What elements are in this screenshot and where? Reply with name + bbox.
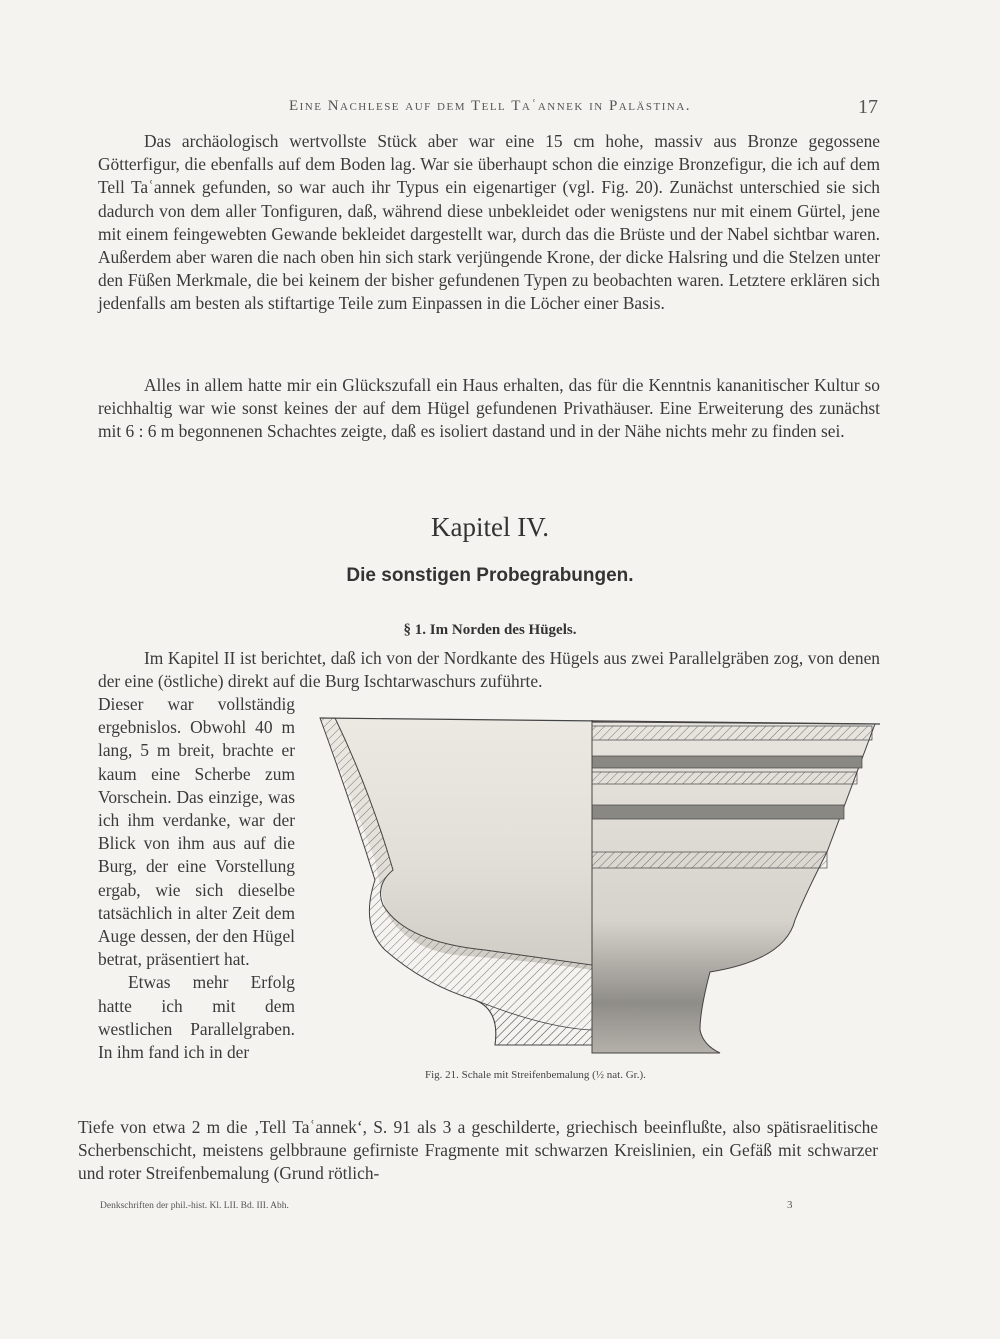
stripe-5	[592, 852, 827, 868]
paragraph-house-summary: Alles in allem hatte mir ein Glückszufall ein Haus erhalten, das für die Kenntnis kananitischer Kultur so reichhaltig war wie sonst keines der auf dem Hügel gefundenen Privathäuser. Eine Erweiterung des zunächst mit 6 : 6 m begonnenen Schachtes zeigte, daß es isoliert dastand und in der Nähe nichts mehr zu finden sei.	[98, 375, 880, 442]
bowl-illustration	[315, 710, 885, 1085]
page-number: 17	[858, 96, 878, 118]
section-heading: § 1. Im Norden des Hügels.	[403, 622, 577, 638]
bowl-interior-shading	[320, 718, 592, 970]
running-header: Eine Nachlese auf dem Tell Taʿannek in Palästina.	[288, 98, 692, 114]
chapter-subtitle: Die sonstigen Probegrabungen.	[346, 565, 634, 586]
stripe-1	[592, 726, 872, 740]
signature-mark: 3	[787, 1199, 793, 1211]
side-column	[98, 693, 295, 1064]
paragraph-west-trench: Etwas mehr Erfolg hatte ich mit dem westlichen Parallelgraben. In ihm fand ich in der	[98, 972, 295, 1063]
figure-caption: Fig. 21. Schale mit Streifenbemalung (½ nat. Gr.).	[425, 1069, 646, 1081]
stripe-3	[592, 772, 857, 784]
stripe-2	[592, 756, 862, 768]
chapter-title: Kapitel IV.	[431, 512, 549, 542]
paragraph-bronze-figure: Das archäologisch wertvollste Stück aber war eine 15 cm hohe, massiv aus Bronze gegossene Götterfigur, die ebenfalls auf dem Boden lag. War sie überhaupt schon die einzige Bronzefigur, die ich auf dem Tell Taʿannek gefunden, so war auch ihr Typus ein eigenartiger (vgl. Fig. 20). Zunächst unterschied sie sich dadurch von dem aller Tonfiguren, daß, während diese unbekleidet oder wenigstens nur mit einem Gürtel, jene mit einem feingewebten Gewande bekleidet dargestellt war, durch das die Brüste und der Nabel sichtbar waren. Außerdem aber waren die nach oben hin sich stark verjüngende Krone, der dicke Halsring und die Stelzen unter den Füßen Merkmale, die bei keinem der bisher gefundenen Typen zu beobachten waren. Letztere erklären sich jedenfalls am besten als stiftartige Teile zum Einpassen in die Löcher einer Basis.	[98, 131, 880, 314]
paragraph-north-trenches: Im Kapitel II ist berichtet, daß ich von der Nordkante des Hügels aus zwei Parallelgräben zog, von denen der eine (östliche) direkt auf die Burg Ischtarwaschurs zuführte.	[98, 648, 880, 692]
footer-publication: Denkschriften der phil.-hist. Kl. LII. Bd. III. Abh.	[100, 1201, 289, 1211]
paragraph-east-trench: Dieser war vollständig ergebnislos. Obwohl 40 m lang, 5 m breit, brachte er kaum eine Scherbe zum Vorschein. Das einzige, was ich ihm verdanke, war der Blick von ihm aus auf die Burg, der eine Vorstellung ergab, wie sich dieselbe tatsächlich in alter Zeit dem Auge dessen, der den Hügel betrat, präsentiert hat.	[98, 694, 295, 970]
paragraph-continuation: Tiefe von etwa 2 m die ‚Tell Taʿannek‘, S. 91 als 3 a geschilderte, griechisch beeinflußte, also spätisraelitische Scherbenschicht, meistens gelbbraune gefirniste Fragmente mit schwarzen Kreislinien, ein Gefäß mit schwarzer und roter Streifenbemalung (Grund rötlich-	[78, 1117, 878, 1184]
stripe-4	[592, 805, 844, 819]
